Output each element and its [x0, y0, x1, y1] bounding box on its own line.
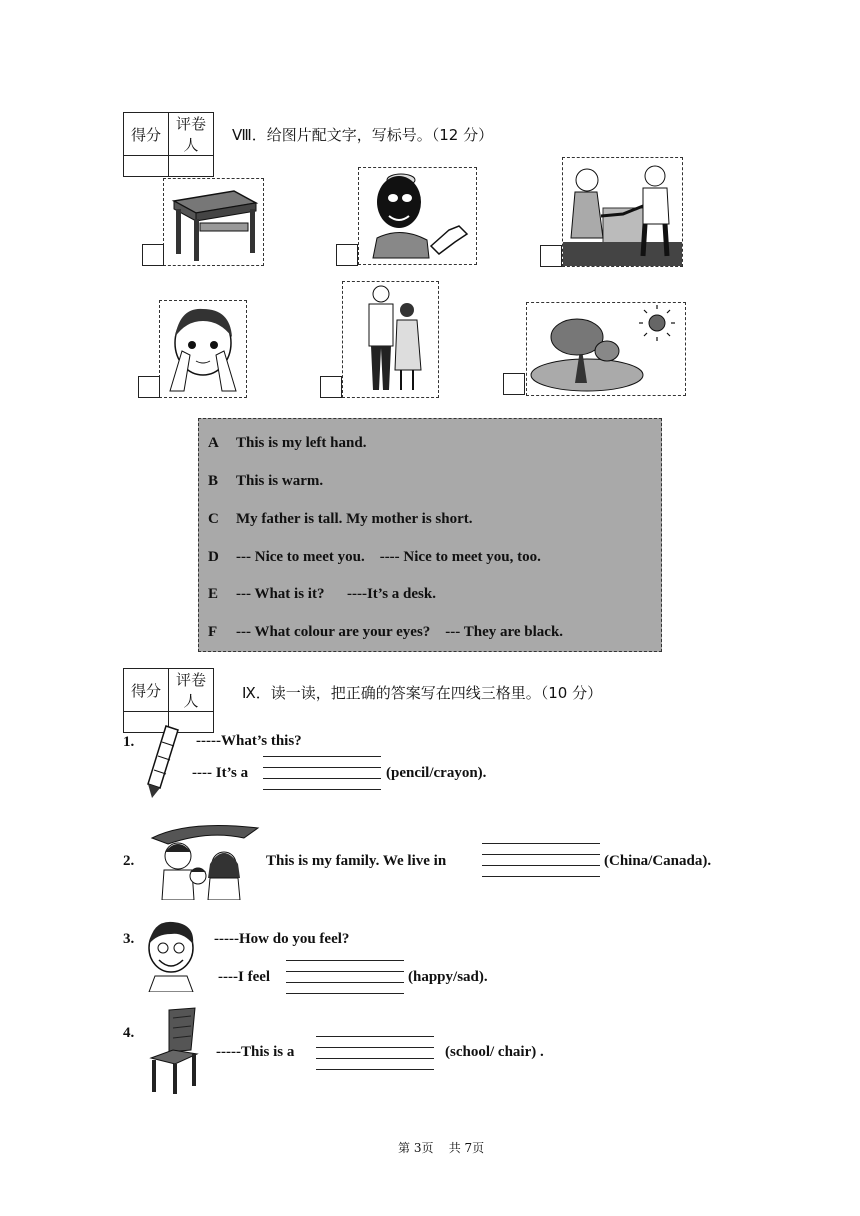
greeting-icon — [563, 158, 682, 266]
question-4-choices: (school/ chair) . — [445, 1044, 544, 1060]
answer-box-1[interactable] — [142, 244, 164, 266]
picture-boy-hand — [358, 167, 477, 265]
answer-box-5[interactable] — [320, 376, 342, 398]
desk-icon — [164, 179, 263, 265]
score-label: 得分 — [124, 113, 169, 156]
question-1-line1: -----What’s this? — [196, 733, 302, 749]
grader-label: 评卷人 — [169, 669, 214, 712]
parents-icon — [343, 282, 438, 397]
question-3-line1: -----How do you feel? — [214, 931, 350, 947]
family-icon — [148, 820, 262, 900]
question-4-text: -----This is a — [216, 1044, 295, 1060]
answer-box-2[interactable] — [336, 244, 358, 266]
options-box — [198, 418, 662, 652]
grader-label: 评卷人 — [169, 113, 214, 156]
picture-greeting — [562, 157, 683, 267]
option-b: B This is warm. — [208, 473, 324, 489]
boy-eyes-icon — [160, 301, 246, 397]
happy-boy-icon — [143, 918, 199, 992]
question-2-number: 2. — [123, 853, 135, 869]
question-2-text: This is my family. We live in — [266, 853, 447, 869]
answer-box-4[interactable] — [138, 376, 160, 398]
answer-lines-1[interactable] — [263, 756, 381, 792]
crayon-icon — [144, 722, 184, 800]
tree-sun-icon — [527, 303, 685, 395]
option-e: E --- What is it? ----It’s a desk. — [208, 586, 436, 602]
boy-waving-icon — [359, 168, 476, 264]
question-1-choices: (pencil/crayon). — [386, 765, 487, 781]
score-label: 得分 — [124, 669, 169, 712]
question-1-line2-prefix: ---- It’s a — [192, 765, 249, 781]
option-d: D --- Nice to meet you. ---- Nice to meet you, too. — [208, 549, 541, 565]
picture-father-mother — [342, 281, 439, 398]
answer-lines-3[interactable] — [286, 960, 404, 996]
option-a: A This is my left hand. — [208, 435, 367, 451]
question-1-number: 1. — [123, 734, 135, 750]
score-cell[interactable] — [124, 156, 169, 177]
answer-box-6[interactable] — [503, 373, 525, 395]
question-2-choices: (China/Canada). — [604, 853, 712, 869]
question-3-choices: (happy/sad). — [408, 969, 488, 985]
section-8-title: Ⅷ．给图片配文字，写标号。（12 分） — [232, 126, 494, 144]
grader-cell[interactable] — [169, 156, 214, 177]
question-3-line2-prefix: ----I feel — [218, 969, 271, 985]
chair-icon — [147, 1006, 201, 1096]
question-3-number: 3. — [123, 931, 135, 947]
score-table-1 — [123, 112, 214, 177]
picture-eyes-boy — [159, 300, 247, 398]
answer-lines-2[interactable] — [482, 843, 600, 879]
page-footer: 第 3页 共 7页 — [398, 1141, 485, 1155]
section-9-title: Ⅸ．读一读，把正确的答案写在四线三格里。（10 分） — [242, 684, 603, 702]
option-f: F --- What colour are your eyes? --- They are black. — [208, 624, 564, 640]
question-4-number: 4. — [123, 1025, 135, 1041]
answer-lines-4[interactable] — [316, 1036, 434, 1072]
option-c: C My father is tall. My mother is short. — [208, 511, 473, 527]
answer-box-3[interactable] — [540, 245, 562, 267]
picture-desk — [163, 178, 264, 266]
picture-warm-tree — [526, 302, 686, 396]
